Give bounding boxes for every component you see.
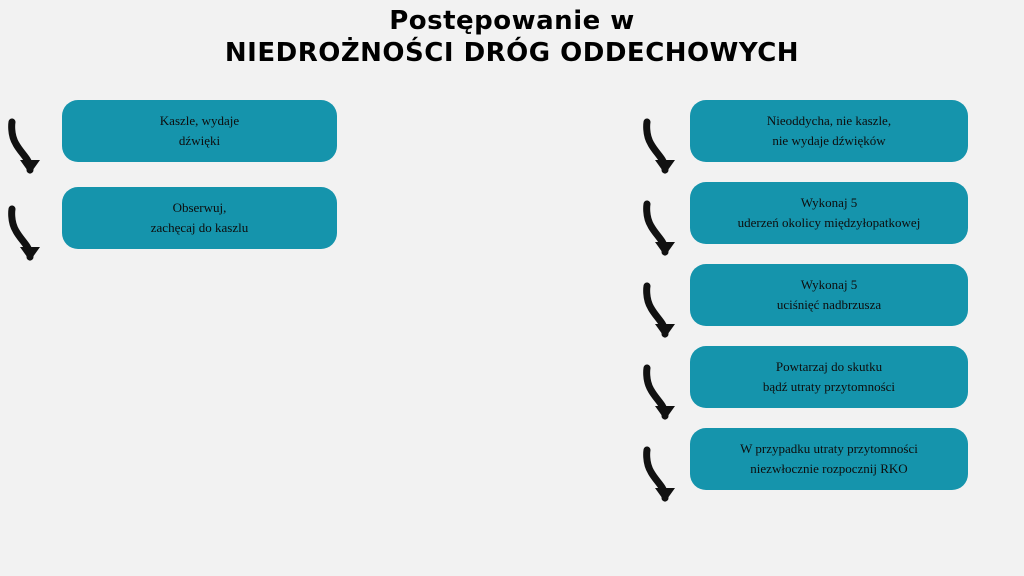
- flow-step-line-2: nie wydaje dźwięków: [772, 133, 886, 148]
- flow-step: [635, 264, 1024, 326]
- flow-step: [0, 100, 400, 162]
- flow-step-line-2: niezwłocznie rozpocznij RKO: [750, 461, 908, 476]
- flow-step-line-2: uciśnięć nadbrzusza: [776, 297, 882, 312]
- flow-step-box: [690, 182, 968, 244]
- flow-step-line-2: uderzeń okolicy międzyłopatkowej: [737, 215, 921, 230]
- curved-arrow-icon: [641, 118, 689, 174]
- flow-step-line-1: W przypadku utraty przytomności: [740, 440, 918, 456]
- flow-step-line-2: dźwięki: [178, 133, 221, 148]
- flow-step: [635, 182, 1024, 244]
- flow-step: [635, 346, 1024, 408]
- flow-step-line-2: zachęcaj do kaszlu: [150, 220, 249, 235]
- flow-step-box: [690, 428, 968, 490]
- curved-arrow-icon: [641, 446, 689, 502]
- page-title-line-2: NIEDROŻNOŚCI DRÓG ODDECHOWYCH: [224, 37, 800, 68]
- flow-step-line-2: bądź utraty przytomności: [762, 379, 896, 394]
- left-flow-column: [0, 100, 400, 274]
- flow-step-box: [62, 100, 337, 162]
- curved-arrow-icon: [6, 205, 54, 261]
- curved-arrow-icon: [6, 118, 54, 174]
- right-flow-column: [635, 100, 1024, 510]
- flow-step: [635, 428, 1024, 490]
- curved-arrow-icon: [641, 364, 689, 420]
- flow-step-box: [690, 100, 968, 162]
- flow-step-line-1: Nieoddycha, nie kaszle,: [766, 112, 892, 128]
- curved-arrow-icon: [641, 200, 689, 256]
- flow-step-box: [690, 346, 968, 408]
- flow-step-line-1: Powtarzaj do skutku: [775, 358, 883, 374]
- flow-step-line-1: Obserwuj,: [172, 199, 227, 215]
- flow-step-box: [62, 187, 337, 249]
- flow-step: [0, 187, 400, 249]
- flow-step-box: [690, 264, 968, 326]
- flow-step-line-1: Wykonaj 5: [800, 194, 858, 210]
- curved-arrow-icon: [641, 282, 689, 338]
- flow-step: [635, 100, 1024, 162]
- page-title-line-1: Postępowanie w: [389, 6, 635, 36]
- page-title: [0, 6, 1024, 69]
- flow-step-line-1: Wykonaj 5: [800, 276, 858, 292]
- flow-step-line-1: Kaszle, wydaje: [159, 112, 240, 128]
